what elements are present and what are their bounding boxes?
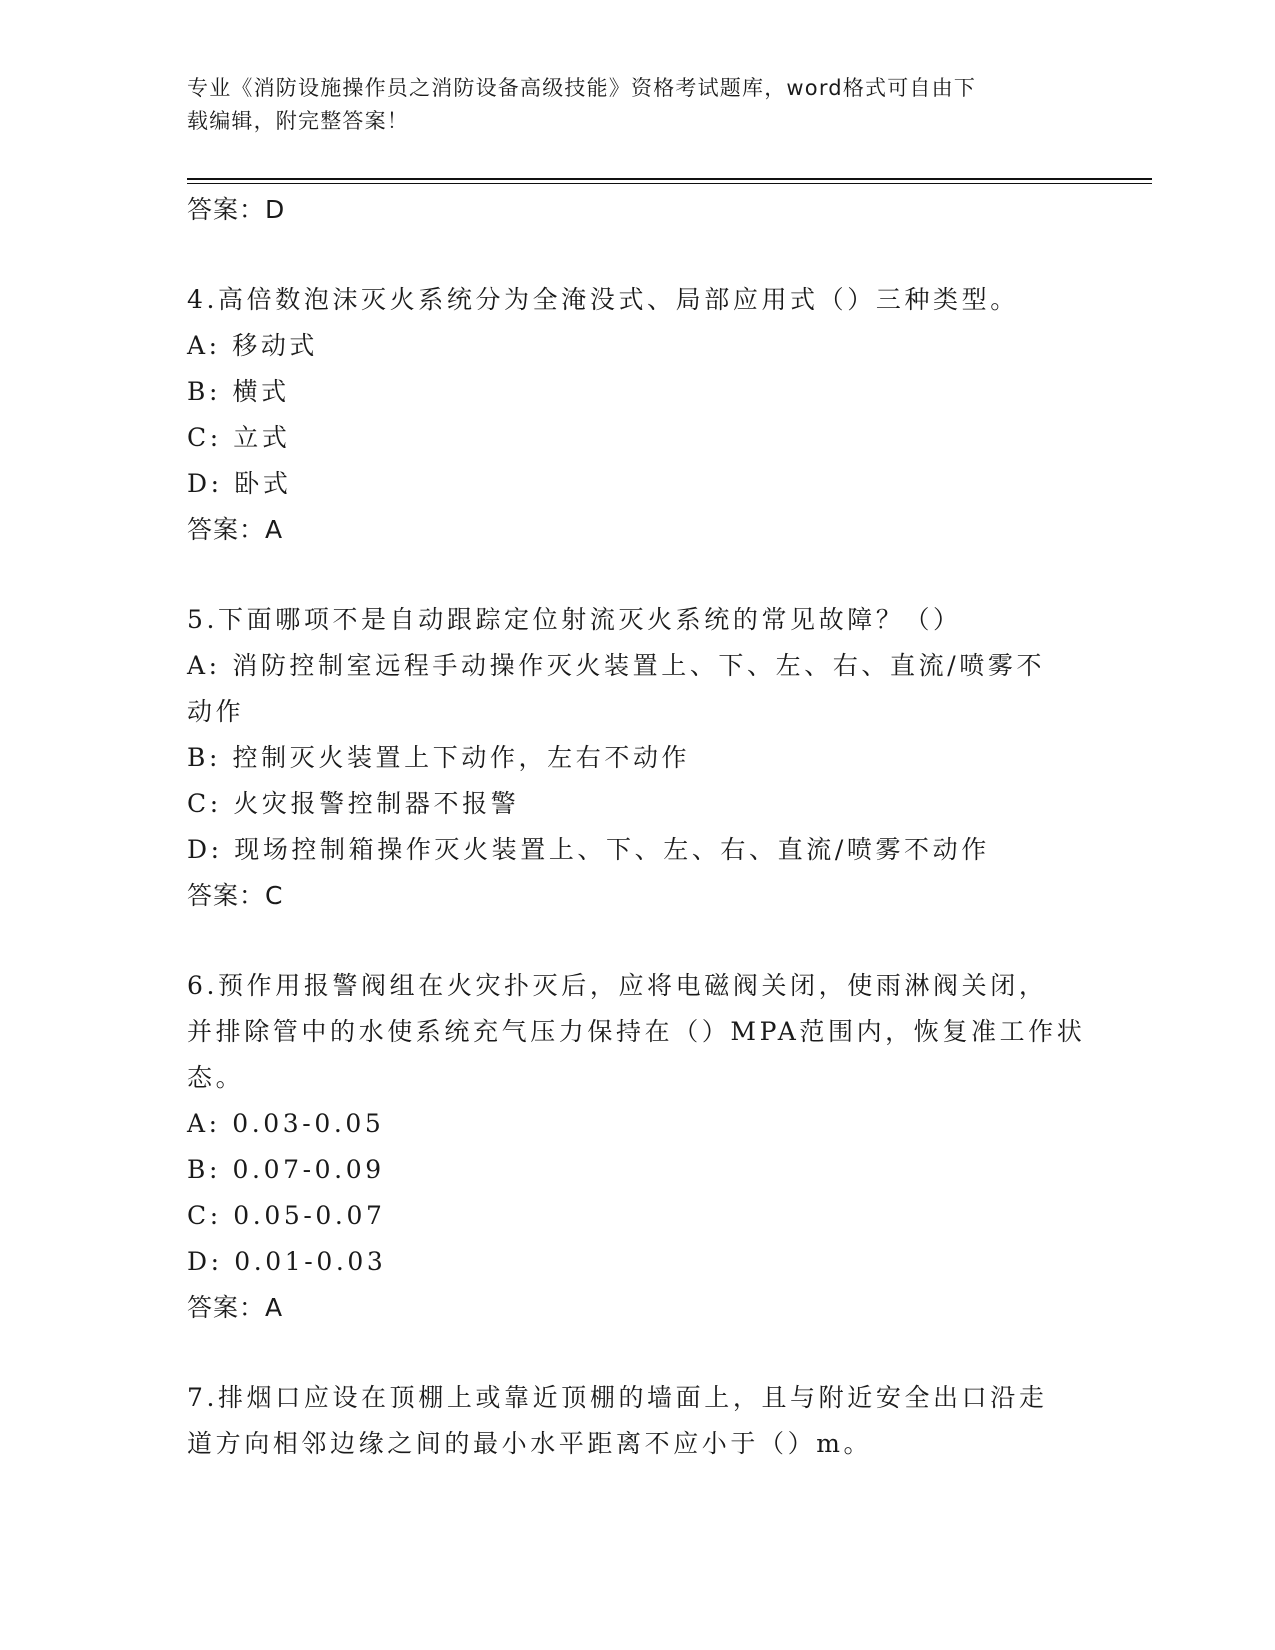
previous-answer: 答案：D [187,195,286,224]
question-stem [187,1375,1087,1467]
option-line: A: 消防控制室远程手动操作灭火装置上、下、左、右、直流/喷雾不 [187,651,1046,680]
stem-line: 并排除管中的水使系统充气压力保持在（）MPA范围内，恢复准工作状 [187,1017,1086,1046]
question-stem [187,597,1087,643]
option-b: B: 0.07-0.09 [187,1155,385,1184]
option-line: 动作 [187,697,245,726]
question-6 [187,963,1087,1331]
spacer [187,553,1087,597]
answer: 答案：A [187,515,284,544]
stem-line: 7.排烟口应设在顶棚上或靠近顶棚的墙面上，且与附近安全出口沿走 [187,1383,1048,1412]
header-line-2: 载编辑，附完整答案！ [187,109,409,133]
option-d: D: 卧式 [187,469,292,498]
document-header [187,72,1067,138]
header-divider-thin [187,183,1152,184]
stem-line: 态。 [187,1063,245,1092]
option-c: C: 立式 [187,423,291,452]
stem-line: 道方向相邻边缘之间的最小水平距离不应小于（）m。 [187,1429,873,1458]
header-divider-thick [187,178,1152,180]
stem-line: 6.预作用报警阀组在火灾扑灭后，应将电磁阀关闭，使雨淋阀关闭， [187,971,1048,1000]
question-7 [187,1375,1087,1467]
option-d: D: 0.01-0.03 [187,1247,387,1276]
answer: 答案：C [187,881,284,910]
answer: 答案：A [187,1293,284,1322]
option-b: B: 横式 [187,377,290,406]
option-a [187,643,1087,735]
option-a: A: 移动式 [187,331,319,360]
spacer [187,1331,1087,1375]
option-c: C: 火灾报警控制器不报警 [187,789,520,818]
option-b: B: 控制灭火装置上下动作，左右不动作 [187,743,691,772]
option-a: A: 0.03-0.05 [187,1109,385,1138]
spacer [187,233,1087,277]
question-stem [187,277,1087,323]
stem-line: 4.高倍数泡沫灭火系统分为全淹没式、局部应用式（）三种类型。 [187,285,1019,314]
question-4 [187,277,1087,553]
stem-line: 5.下面哪项不是自动跟踪定位射流灭火系统的常见故障？（） [187,605,962,634]
option-d: D: 现场控制箱操作灭火装置上、下、左、右、直流/喷雾不动作 [187,835,990,864]
question-list [187,187,1087,1467]
option-c: C: 0.05-0.07 [187,1201,386,1230]
question-stem [187,963,1087,1101]
header-line-1: 专业《消防设施操作员之消防设备高级技能》资格考试题库，word格式可自由下 [187,76,977,100]
question-5 [187,597,1087,919]
spacer [187,919,1087,963]
